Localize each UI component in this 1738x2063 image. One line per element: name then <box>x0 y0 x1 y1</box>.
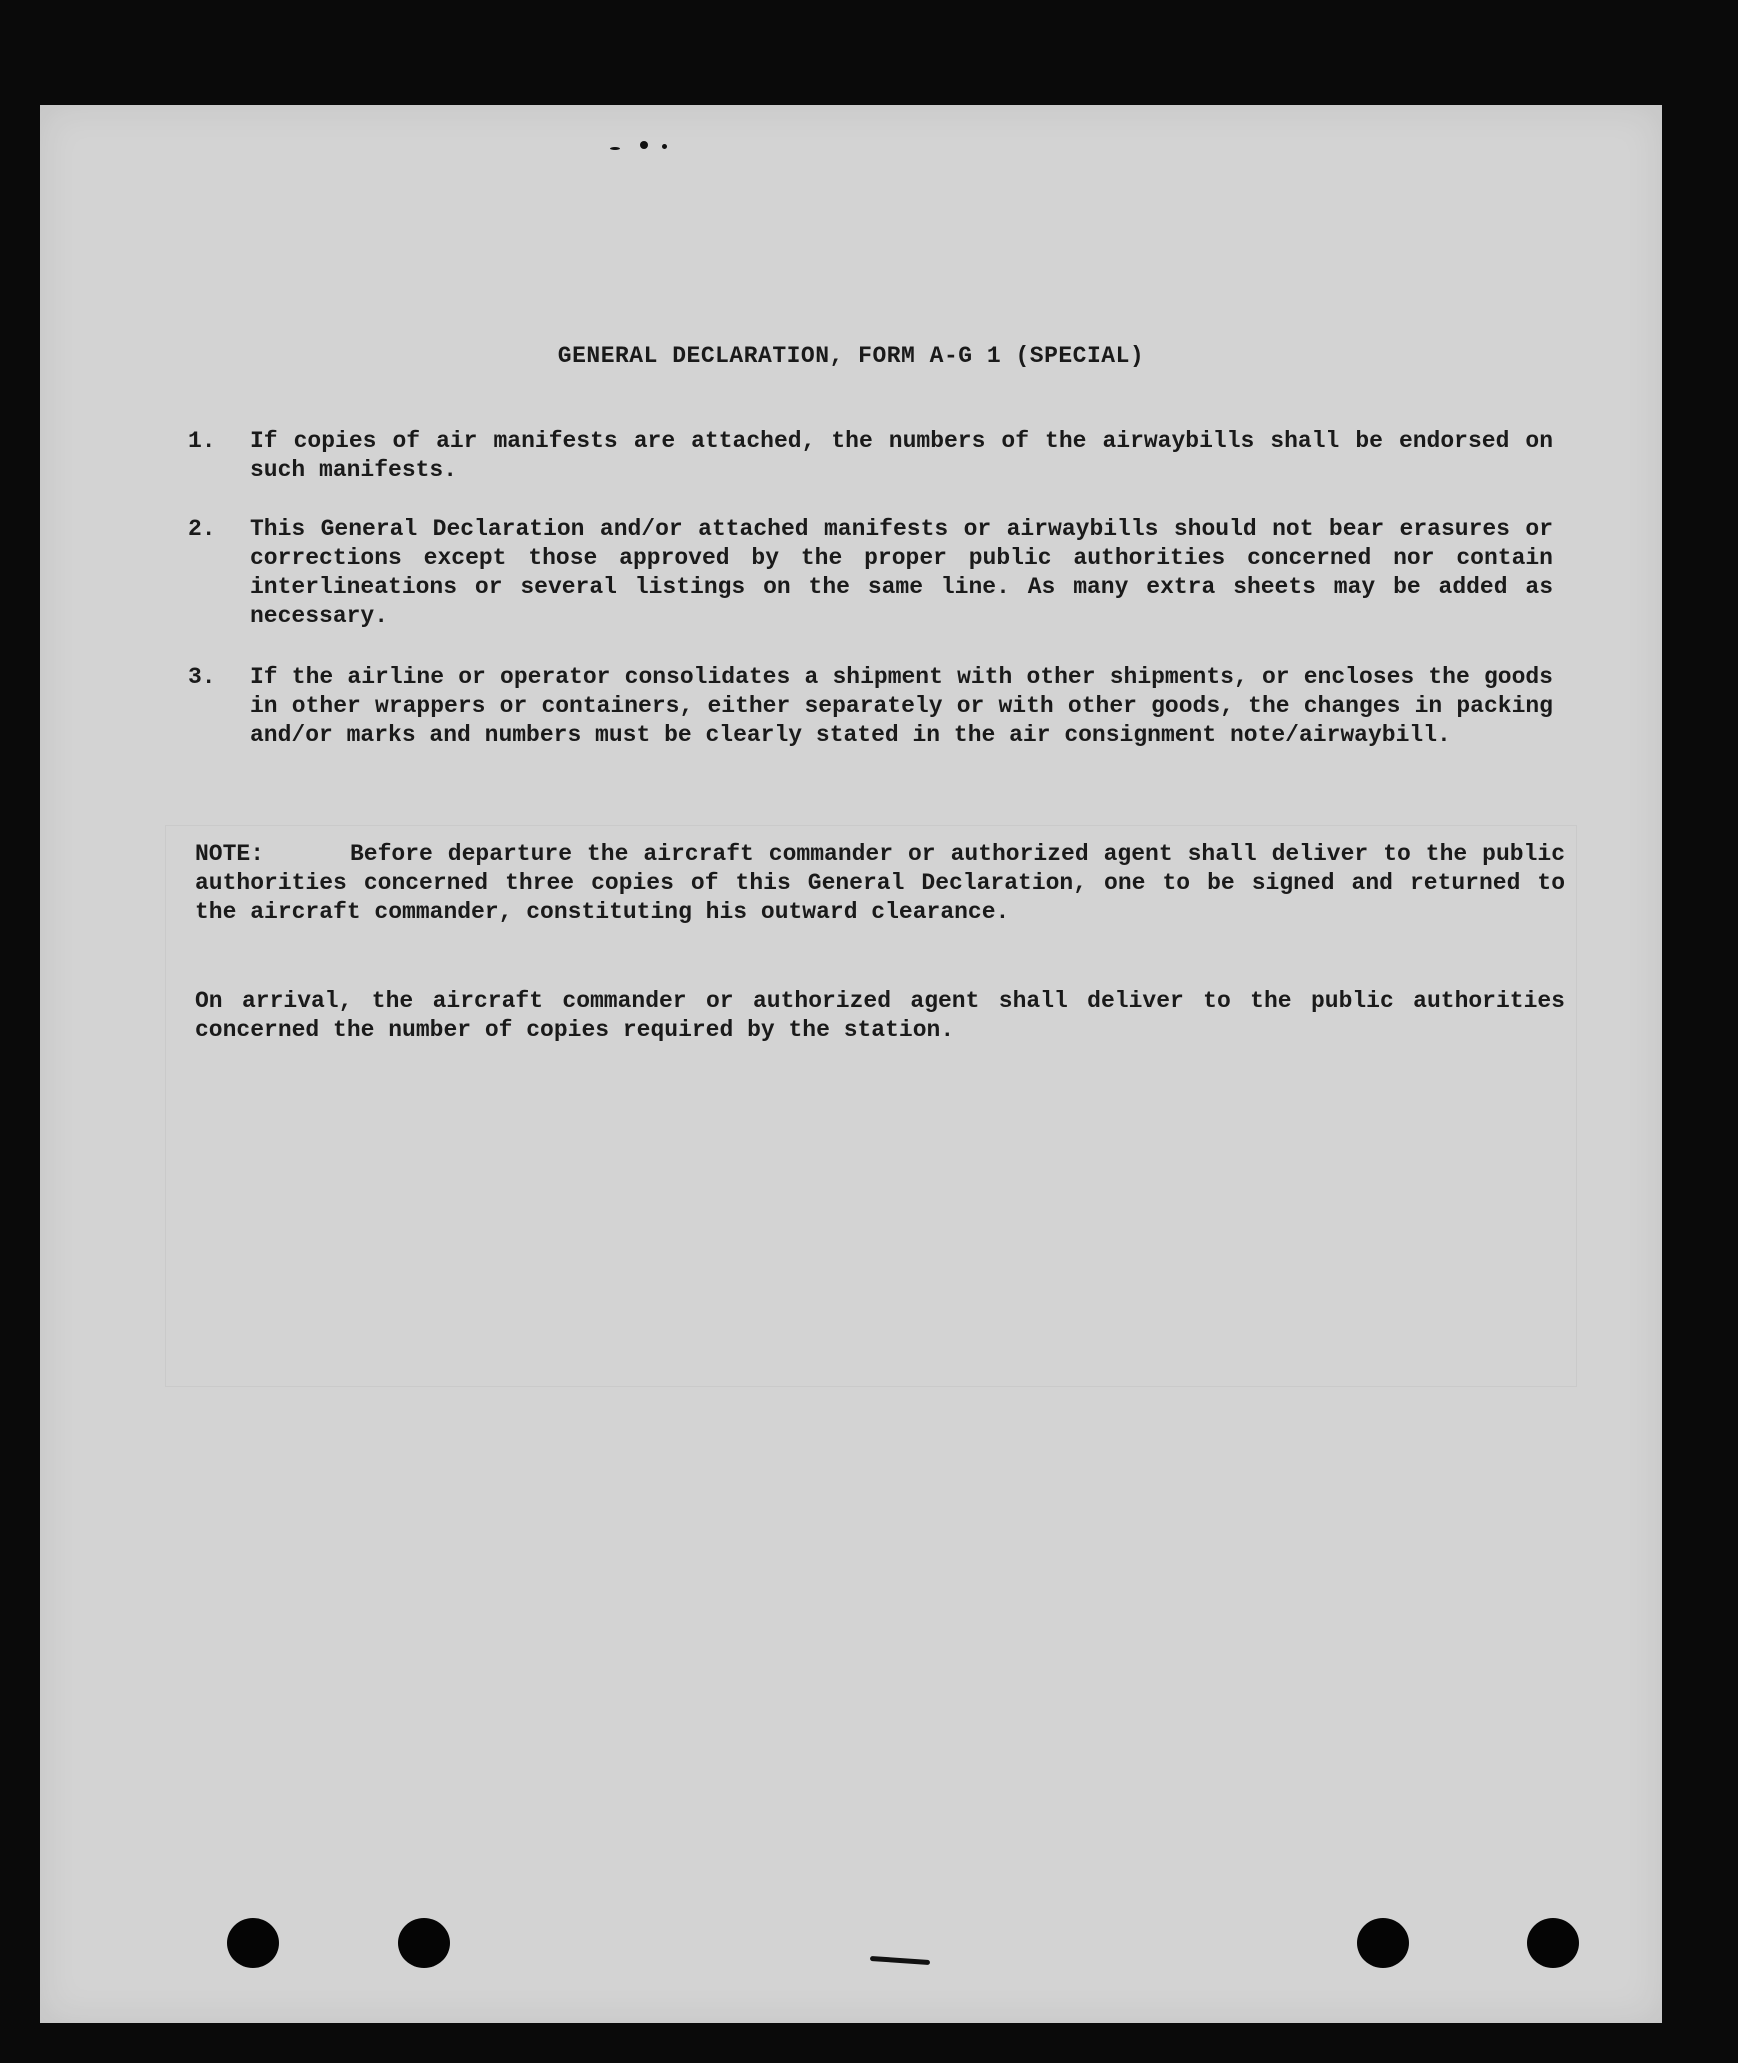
item-text: This General Declaration and/or attached manifests or airwaybills should not bear erasures or corrections except those approved by the proper public authorities concerned nor contain interlineations or several listings on the same line. As many extra sheets may be added as necessary. <box>250 516 1553 629</box>
punch-hole <box>227 1918 279 1968</box>
ink-speck <box>610 147 620 150</box>
note-paragraph <box>195 840 1565 927</box>
ink-mark <box>870 1956 930 1965</box>
instruction-item-2 <box>188 515 1553 631</box>
arrival-paragraph: On arrival, the aircraft commander or authorized agent shall deliver to the public authorities concerned the number of copies required by the station. <box>195 988 1565 1043</box>
item-number: 1. <box>188 428 216 454</box>
instruction-item-1 <box>188 427 1553 485</box>
punch-hole <box>398 1918 450 1968</box>
note-text: Before departure the aircraft commander or authorized agent shall deliver to the public authorities concerned three copies of this General Declaration, one to be signed and returned to the aircraft commander, constituting his outward clearance. <box>195 841 1565 925</box>
note-label: NOTE: <box>195 841 265 867</box>
item-text: If the airline or operator consolidates a shipment with other shipments, or encloses the goods in other wrappers or containers, either separately or with other goods, the changes in packing and/or marks and numbers must be clearly stated in the air consignment note/airwaybill. <box>250 664 1553 748</box>
item-text: If copies of air manifests are attached, the numbers of the airwaybills shall be endorsed on such manifests. <box>250 428 1553 483</box>
item-number: 3. <box>188 664 216 690</box>
ink-speck <box>640 141 648 149</box>
document-title: GENERAL DECLARATION, FORM A-G 1 (SPECIAL) <box>557 343 1145 369</box>
punch-hole <box>1357 1918 1409 1968</box>
item-number: 2. <box>188 516 216 542</box>
ink-speck <box>662 144 667 149</box>
document-page <box>40 105 1662 2023</box>
instruction-item-3 <box>188 663 1553 750</box>
punch-hole <box>1527 1918 1579 1968</box>
